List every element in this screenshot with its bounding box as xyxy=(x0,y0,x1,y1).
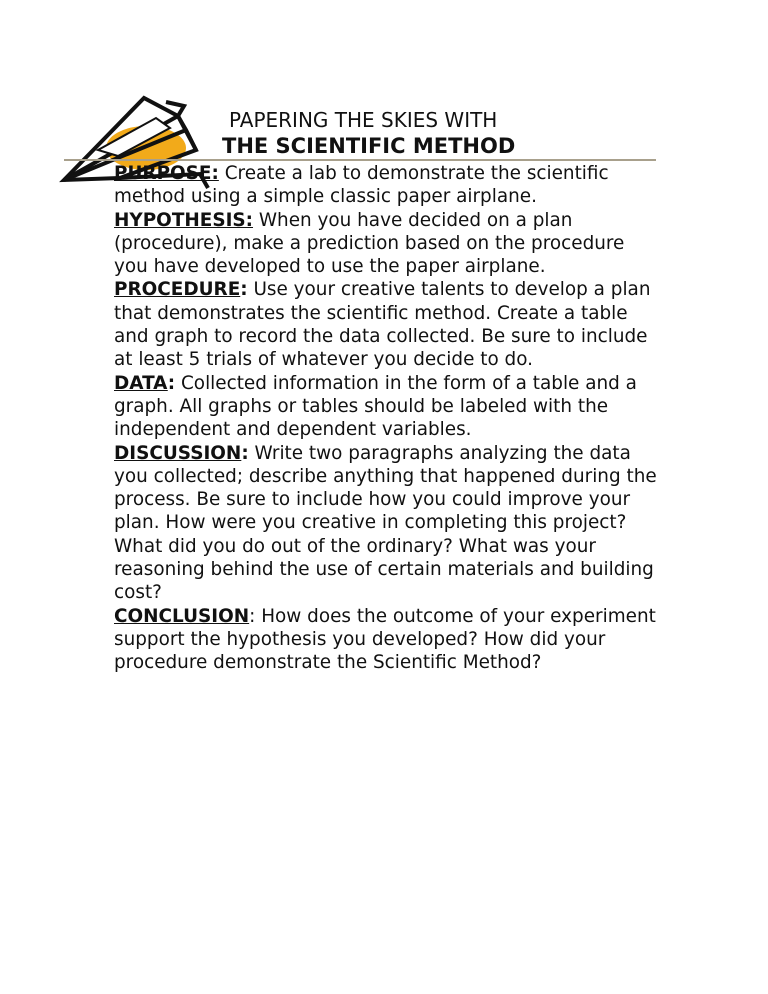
purpose-heading: PURPOSE: xyxy=(114,163,219,184)
discussion-colon: : xyxy=(241,442,249,464)
discussion-heading: DISCUSSION xyxy=(114,442,242,464)
conclusion-colon: : xyxy=(249,605,256,627)
purpose-text: Create a lab to demonstrate the scientific method using a simple classic paper airplane. xyxy=(114,163,609,208)
discussion-text: Write two paragraphs analyzing the data you collected; describe anything that happened during the process. Be sure to include how you could improve your plan. How were you creative in completing this project? What did you do out of the ordinary? What was your reasoning behind the use of certain materials and building cost? xyxy=(114,442,657,604)
purpose-paragraph xyxy=(114,162,662,209)
conclusion-heading: CONCLUSION xyxy=(114,605,250,627)
data-colon: : xyxy=(167,372,176,394)
data-heading: DATA xyxy=(114,372,168,394)
document-body xyxy=(114,162,662,675)
procedure-colon: : xyxy=(240,279,248,301)
data-paragraph xyxy=(114,372,662,442)
procedure-paragraph xyxy=(114,278,662,371)
procedure-heading: PROCEDURE xyxy=(114,279,241,301)
conclusion-paragraph xyxy=(114,605,662,675)
title-divider xyxy=(64,159,656,161)
data-text: Collected information in the form of a table and a graph. All graphs or tables should be labeled with the independent and dependent variables. xyxy=(114,372,637,441)
discussion-paragraph xyxy=(114,442,662,605)
procedure-text: Use your creative talents to develop a plan that demonstrates the scientific method. Create a table and graph to record the data collected. Be sure to include at least 5 trials of whatever you decide to do. xyxy=(114,279,651,371)
hypothesis-paragraph xyxy=(114,209,662,279)
document-title-line-2: THE SCIENTIFIC METHOD xyxy=(222,134,516,158)
conclusion-text: How does the outcome of your experiment support the hypothesis you developed? How did your procedure demonstrate the Scientific Method? xyxy=(114,605,656,674)
document-title-line-1: PAPERING THE SKIES WITH xyxy=(229,108,498,132)
hypothesis-heading: HYPOTHESIS: xyxy=(114,209,254,231)
hypothesis-text: When you have decided on a plan (procedure), make a prediction based on the procedure you have developed to use the paper airplane. xyxy=(114,209,625,278)
